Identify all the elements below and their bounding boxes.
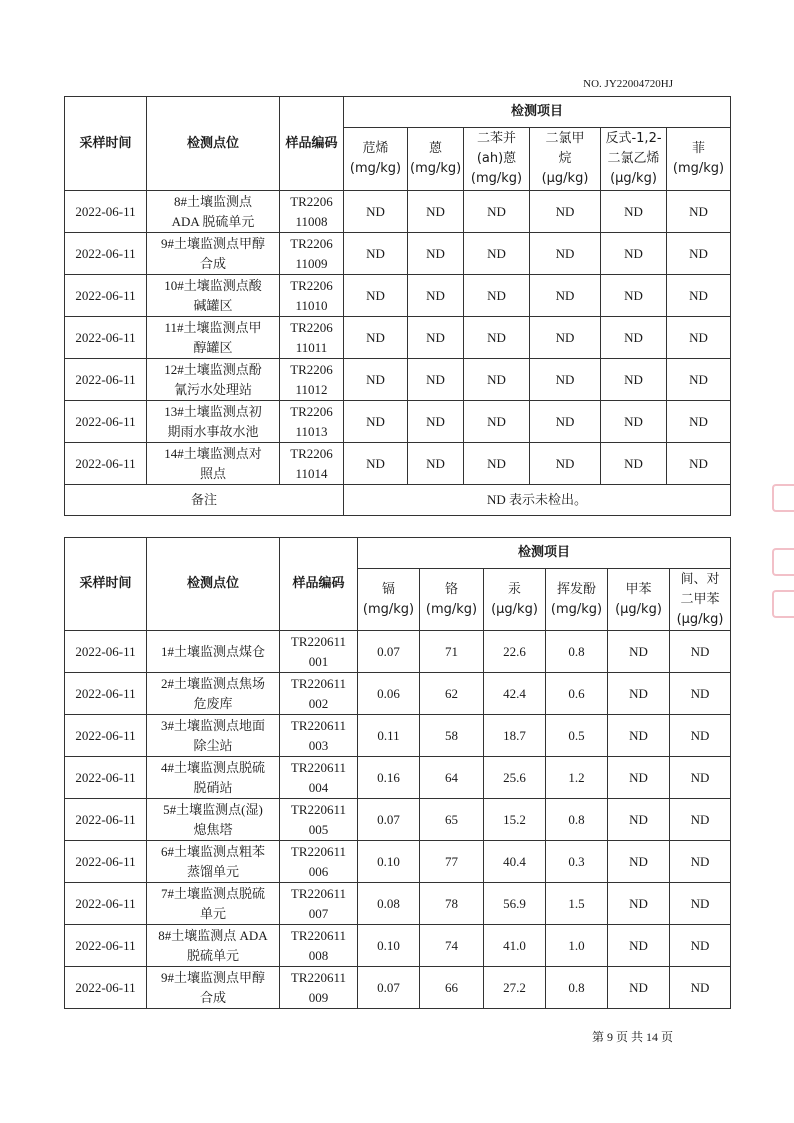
cell-value: ND xyxy=(464,233,530,275)
results-table-2 xyxy=(64,537,731,1009)
cell-value: ND xyxy=(408,317,464,359)
cell-sample: TR220611 006 xyxy=(280,841,358,883)
cell-value: ND xyxy=(344,443,408,485)
col-header-location: 检测点位 xyxy=(147,97,280,191)
cell-value: 27.2 xyxy=(484,967,546,1009)
cell-sample: TR2206 11014 xyxy=(280,443,344,485)
cell-value: ND xyxy=(530,191,601,233)
table-row xyxy=(65,191,731,233)
cell-sample: TR220611 004 xyxy=(280,757,358,799)
cell-location: 9#土壤监测点甲醇 合成 xyxy=(147,967,280,1009)
cell-value: 25.6 xyxy=(484,757,546,799)
col-header-item: 间、对 二甲苯 (μg/kg) xyxy=(670,569,731,631)
table-row xyxy=(65,631,731,673)
cell-value: 65 xyxy=(420,799,484,841)
cell-sample: TR2206 11009 xyxy=(280,233,344,275)
cell-value: 0.06 xyxy=(358,673,420,715)
report-number: NO. JY22004720HJ xyxy=(583,78,673,90)
cell-value: ND xyxy=(344,275,408,317)
col-header-sample: 样品编码 xyxy=(280,538,358,631)
cell-location: 5#土壤监测点(湿) 熄焦塔 xyxy=(147,799,280,841)
cell-value: ND xyxy=(601,359,667,401)
cell-value: ND xyxy=(670,799,731,841)
cell-value: ND xyxy=(408,275,464,317)
cell-value: ND xyxy=(670,673,731,715)
cell-value: ND xyxy=(464,443,530,485)
col-header-item: 汞 (μg/kg) xyxy=(484,569,546,631)
cell-value: ND xyxy=(667,275,731,317)
cell-location: 10#土壤监测点酸 碱罐区 xyxy=(147,275,280,317)
cell-value: 22.6 xyxy=(484,631,546,673)
col-header-item: 反式-1,2- 二氯乙烯 (μg/kg) xyxy=(601,128,667,191)
table-row xyxy=(65,967,731,1009)
cell-value: 18.7 xyxy=(484,715,546,757)
cell-value: ND xyxy=(408,443,464,485)
cell-time: 2022-06-11 xyxy=(65,841,147,883)
cell-value: ND xyxy=(608,799,670,841)
col-header-item: 镉 (mg/kg) xyxy=(358,569,420,631)
cell-value: 0.8 xyxy=(546,631,608,673)
cell-value: ND xyxy=(667,317,731,359)
cell-value: 0.07 xyxy=(358,631,420,673)
cell-sample: TR2206 11008 xyxy=(280,191,344,233)
page-footer: 第 9 页 共 14 页 xyxy=(591,1030,673,1044)
cell-location: 8#土壤监测点 ADA 脱硫单元 xyxy=(147,925,280,967)
cell-value: ND xyxy=(530,275,601,317)
cell-value: ND xyxy=(601,233,667,275)
table-row xyxy=(65,317,731,359)
cell-value: ND xyxy=(667,359,731,401)
cell-value: 1.2 xyxy=(546,757,608,799)
cell-value: 1.0 xyxy=(546,925,608,967)
cell-value: ND xyxy=(670,715,731,757)
cell-value: 0.10 xyxy=(358,925,420,967)
col-header-time: 采样时间 xyxy=(65,538,147,631)
cell-value: ND xyxy=(464,191,530,233)
cell-value: ND xyxy=(667,443,731,485)
cell-value: ND xyxy=(667,191,731,233)
col-header-item: 甲苯 (μg/kg) xyxy=(608,569,670,631)
col-header-group: 检测项目 xyxy=(358,538,731,569)
cell-location: 9#土壤监测点甲醇 合成 xyxy=(147,233,280,275)
cell-value: 0.11 xyxy=(358,715,420,757)
cell-value: ND xyxy=(464,317,530,359)
cell-value: ND xyxy=(670,967,731,1009)
cell-location: 6#土壤监测点粗苯 蒸馏单元 xyxy=(147,841,280,883)
cell-value: 0.07 xyxy=(358,967,420,1009)
cell-value: ND xyxy=(608,673,670,715)
cell-value: 0.10 xyxy=(358,841,420,883)
cell-value: ND xyxy=(670,841,731,883)
cell-value: ND xyxy=(670,631,731,673)
cell-value: ND xyxy=(608,841,670,883)
cell-location: 2#土壤监测点焦场 危废库 xyxy=(147,673,280,715)
cell-value: ND xyxy=(344,359,408,401)
cell-value: 71 xyxy=(420,631,484,673)
note-text: ND 表示未检出。 xyxy=(344,485,731,516)
cell-value: ND xyxy=(530,401,601,443)
table-row xyxy=(65,841,731,883)
table-row xyxy=(65,925,731,967)
cell-location: 13#土壤监测点初 期雨水事故水池 xyxy=(147,401,280,443)
col-header-group: 检测项目 xyxy=(344,97,731,128)
cell-value: ND xyxy=(344,233,408,275)
col-header-item: 挥发酚 (mg/kg) xyxy=(546,569,608,631)
cell-sample: TR2206 11012 xyxy=(280,359,344,401)
cell-value: 0.07 xyxy=(358,799,420,841)
cell-location: 12#土壤监测点酚 氰污水处理站 xyxy=(147,359,280,401)
table-row xyxy=(65,359,731,401)
cell-time: 2022-06-11 xyxy=(65,401,147,443)
cell-location: 8#土壤监测点 ADA 脱硫单元 xyxy=(147,191,280,233)
cell-value: ND xyxy=(344,401,408,443)
cell-time: 2022-06-11 xyxy=(65,715,147,757)
cell-value: 0.16 xyxy=(358,757,420,799)
cell-value: 64 xyxy=(420,757,484,799)
cell-time: 2022-06-11 xyxy=(65,631,147,673)
cell-value: ND xyxy=(464,359,530,401)
table-row xyxy=(65,673,731,715)
cell-value: ND xyxy=(667,233,731,275)
col-header-item: 蒽 (mg/kg) xyxy=(408,128,464,191)
table-row xyxy=(65,757,731,799)
col-header-location: 检测点位 xyxy=(147,538,280,631)
cell-value: ND xyxy=(601,275,667,317)
cell-value: ND xyxy=(464,401,530,443)
cell-value: ND xyxy=(408,233,464,275)
cell-time: 2022-06-11 xyxy=(65,317,147,359)
cell-time: 2022-06-11 xyxy=(65,359,147,401)
cell-value: ND xyxy=(601,443,667,485)
table-row xyxy=(65,883,731,925)
cell-sample: TR220611 005 xyxy=(280,799,358,841)
col-header-sample: 样品编码 xyxy=(280,97,344,191)
cell-value: 0.8 xyxy=(546,967,608,1009)
col-header-item: 菲 (mg/kg) xyxy=(667,128,731,191)
cell-value: ND xyxy=(608,883,670,925)
cell-value: ND xyxy=(670,757,731,799)
cell-value: ND xyxy=(344,191,408,233)
cell-sample: TR220611 001 xyxy=(280,631,358,673)
cell-value: 78 xyxy=(420,883,484,925)
cell-sample: TR2206 11010 xyxy=(280,275,344,317)
table-row xyxy=(65,233,731,275)
cell-time: 2022-06-11 xyxy=(65,799,147,841)
cell-value: ND xyxy=(608,631,670,673)
cell-value: ND xyxy=(530,443,601,485)
cell-value: 0.6 xyxy=(546,673,608,715)
cell-location: 14#土壤监测点对 照点 xyxy=(147,443,280,485)
cell-value: 66 xyxy=(420,967,484,1009)
cell-sample: TR220611 009 xyxy=(280,967,358,1009)
cell-value: 41.0 xyxy=(484,925,546,967)
cell-time: 2022-06-11 xyxy=(65,883,147,925)
cell-value: 40.4 xyxy=(484,841,546,883)
cell-value: ND xyxy=(670,883,731,925)
cell-time: 2022-06-11 xyxy=(65,967,147,1009)
cell-value: ND xyxy=(601,191,667,233)
table-row xyxy=(65,715,731,757)
col-header-item: 二苯并 (ah)蒽 (mg/kg) xyxy=(464,128,530,191)
cell-time: 2022-06-11 xyxy=(65,757,147,799)
cell-value: ND xyxy=(670,925,731,967)
cell-sample: TR220611 008 xyxy=(280,925,358,967)
cell-location: 4#土壤监测点脱硫 脱硝站 xyxy=(147,757,280,799)
cell-sample: TR2206 11013 xyxy=(280,401,344,443)
cell-sample: TR220611 002 xyxy=(280,673,358,715)
seal-fragment-top xyxy=(772,484,794,512)
cell-value: ND xyxy=(530,233,601,275)
cell-sample: TR2206 11011 xyxy=(280,317,344,359)
table-row xyxy=(65,401,731,443)
cell-time: 2022-06-11 xyxy=(65,673,147,715)
cell-value: 42.4 xyxy=(484,673,546,715)
cell-value: 77 xyxy=(420,841,484,883)
table-row xyxy=(65,799,731,841)
results-table-1 xyxy=(64,96,731,516)
cell-value: ND xyxy=(608,757,670,799)
seal-fragment-middle xyxy=(772,548,794,576)
cell-value: ND xyxy=(601,401,667,443)
cell-value: 0.5 xyxy=(546,715,608,757)
cell-value: 1.5 xyxy=(546,883,608,925)
cell-value: ND xyxy=(408,191,464,233)
cell-location: 11#土壤监测点甲 醇罐区 xyxy=(147,317,280,359)
cell-sample: TR220611 007 xyxy=(280,883,358,925)
cell-time: 2022-06-11 xyxy=(65,191,147,233)
cell-value: 0.8 xyxy=(546,799,608,841)
cell-value: ND xyxy=(601,317,667,359)
col-header-item: 二氯甲 烷 (μg/kg) xyxy=(530,128,601,191)
cell-value: ND xyxy=(530,359,601,401)
cell-time: 2022-06-11 xyxy=(65,275,147,317)
cell-value: 0.3 xyxy=(546,841,608,883)
cell-location: 3#土壤监测点地面 除尘站 xyxy=(147,715,280,757)
cell-time: 2022-06-11 xyxy=(65,925,147,967)
cell-time: 2022-06-11 xyxy=(65,233,147,275)
table-row xyxy=(65,275,731,317)
cell-value: ND xyxy=(667,401,731,443)
cell-value: 74 xyxy=(420,925,484,967)
cell-location: 7#土壤监测点脱硫 单元 xyxy=(147,883,280,925)
cell-value: ND xyxy=(464,275,530,317)
col-header-item: 铬 (mg/kg) xyxy=(420,569,484,631)
cell-value: ND xyxy=(608,925,670,967)
cell-value: 15.2 xyxy=(484,799,546,841)
seal-fragment-bottom xyxy=(772,590,794,618)
cell-value: 0.08 xyxy=(358,883,420,925)
table-row xyxy=(65,443,731,485)
cell-value: ND xyxy=(530,317,601,359)
cell-value: ND xyxy=(408,359,464,401)
cell-sample: TR220611 003 xyxy=(280,715,358,757)
cell-value: ND xyxy=(608,715,670,757)
cell-value: 62 xyxy=(420,673,484,715)
cell-value: 58 xyxy=(420,715,484,757)
cell-value: ND xyxy=(344,317,408,359)
col-header-time: 采样时间 xyxy=(65,97,147,191)
cell-value: 56.9 xyxy=(484,883,546,925)
cell-value: ND xyxy=(608,967,670,1009)
cell-location: 1#土壤监测点煤仓 xyxy=(147,631,280,673)
note-label: 备注 xyxy=(65,485,344,516)
cell-time: 2022-06-11 xyxy=(65,443,147,485)
col-header-item: 苊烯 (mg/kg) xyxy=(344,128,408,191)
cell-value: ND xyxy=(408,401,464,443)
